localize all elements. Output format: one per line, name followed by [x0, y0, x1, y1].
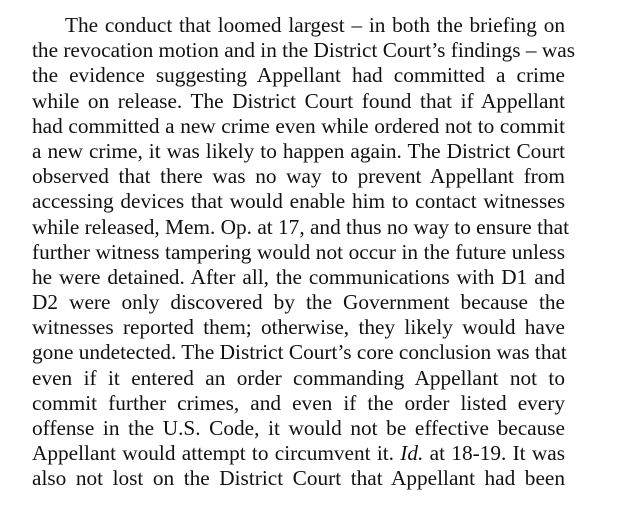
text-line: gone undetected. The District Court’s core conclusion was that: [32, 340, 567, 365]
citation-italic: Id.: [400, 441, 424, 466]
citation-rest: at 18-19. It was: [423, 441, 565, 466]
text-line: while on release. The District Court found that if Appellant: [32, 88, 565, 113]
text-line: offense in the U.S. Code, it would not be effective because: [32, 416, 565, 440]
text-line: had committed a new crime even while ordered not to commit: [32, 113, 565, 138]
text-line: also not lost on the District Court that Appellant had been: [32, 466, 565, 491]
text-line: The conduct that loomed largest – in both the briefing on: [65, 13, 565, 37]
text-line: observed that there was no way to prevent Appellant from: [32, 164, 565, 189]
text-line: while released, Mem. Op. at 17, and thus no way to ensure that: [32, 214, 570, 239]
document-page: [32, 13, 575, 492]
text-line: witnesses reported them; otherwise, they likely would have: [32, 315, 565, 340]
text-line: a new crime, it was likely to happen again. The District Court: [32, 138, 565, 163]
text-segment: Appellant would attempt to circumvent it.: [32, 441, 395, 466]
text-line: accessing devices that would enable him to contact witnesses: [32, 189, 565, 214]
text-line: commit further crimes, and even if the order listed every: [32, 390, 565, 415]
text-line: the evidence suggesting Appellant had committed a crime: [32, 63, 565, 88]
text-line: [32, 441, 565, 466]
text-line: D2 were only discovered by the Government because the: [32, 290, 565, 315]
text-line: further witness tampering would not occur in the future unless: [32, 239, 565, 264]
text-line: even if it entered an order commanding Appellant not to: [32, 365, 565, 390]
text-line: he were detained. After all, the communications with D1 and: [32, 264, 565, 289]
text-line: the revocation motion and in the District Court’s findings – was: [32, 38, 575, 63]
